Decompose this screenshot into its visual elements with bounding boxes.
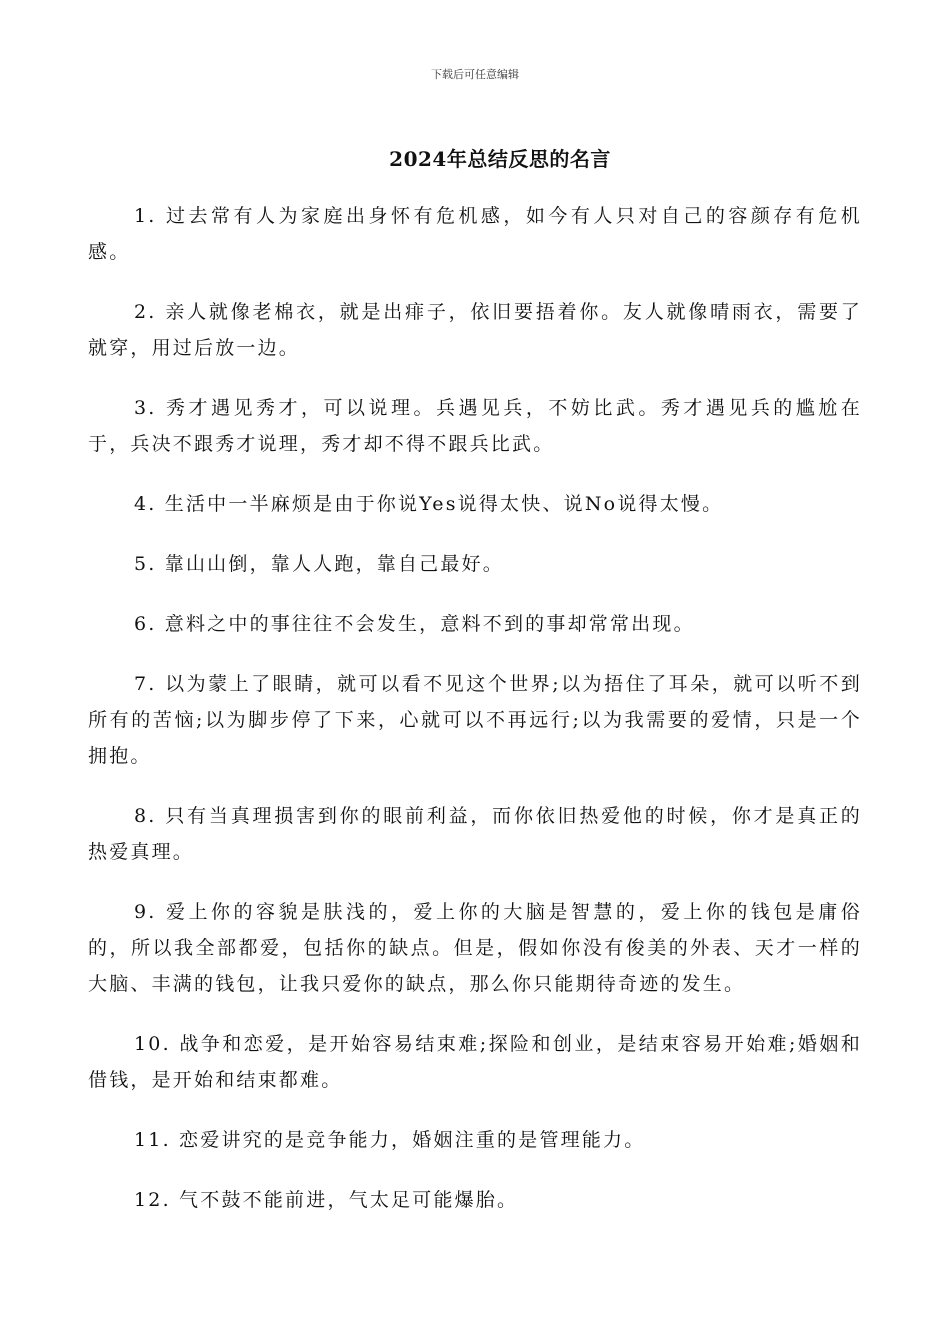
- quote-item-8: 8. 只有当真理损害到你的眼前利益，而你依旧热爱他的时候，你才是真正的热爱真理。: [88, 805, 862, 863]
- quote-list: [88, 198, 862, 1242]
- quote-item-3: 3. 秀才遇见秀才，可以说理。兵遇见兵，不妨比武。秀才遇见兵的尴尬在于，兵决不跟秀才说理，秀才却不得不跟兵比武。: [88, 397, 862, 455]
- quote-item-10: 10. 战争和恋爱，是开始容易结束难;探险和创业，是结束容易开始难;婚姻和借钱，是开始和结束都难。: [88, 1033, 862, 1091]
- quote-item-4: 4. 生活中一半麻烦是由于你说Yes说得太快、说No说得太慢。: [134, 493, 724, 515]
- quote-item-7: 7. 以为蒙上了眼睛，就可以看不见这个世界;以为捂住了耳朵，就可以听不到所有的苦恼;以为脚步停了下来，心就可以不再远行;以为我需要的爱情，只是一个拥抱。: [88, 673, 862, 767]
- quote-item-5: 5. 靠山山倒，靠人人跑，靠自己最好。: [134, 553, 504, 575]
- quote-item-9: 9. 爱上你的容貌是肤浅的，爱上你的大脑是智慧的，爱上你的钱包是庸俗的，所以我全部都爱，包括你的缺点。但是，假如你没有俊美的外表、天才一样的大脑、丰满的钱包，让我只爱你的缺点，那么你只能期待奇迹的发生。: [88, 901, 862, 995]
- quote-item-6: 6. 意料之中的事往往不会发生，意料不到的事却常常出现。: [134, 613, 695, 635]
- quote-item-11: 11. 恋爱讲究的是竞争能力，婚姻注重的是管理能力。: [134, 1129, 646, 1151]
- quote-item-2: 2. 亲人就像老棉衣，就是出痱子，依旧要捂着你。友人就像晴雨衣，需要了就穿，用过后放一边。: [88, 301, 862, 359]
- quote-item-12: 12. 气不鼓不能前进，气太足可能爆胎。: [134, 1189, 519, 1211]
- quote-item-1: 1. 过去常有人为家庭出身怀有危机感，如今有人只对自己的容颜存有危机感。: [88, 205, 862, 263]
- header-note: 下载后可任意编辑: [431, 68, 519, 81]
- page-title: 2024年总结反思的名言: [389, 147, 611, 171]
